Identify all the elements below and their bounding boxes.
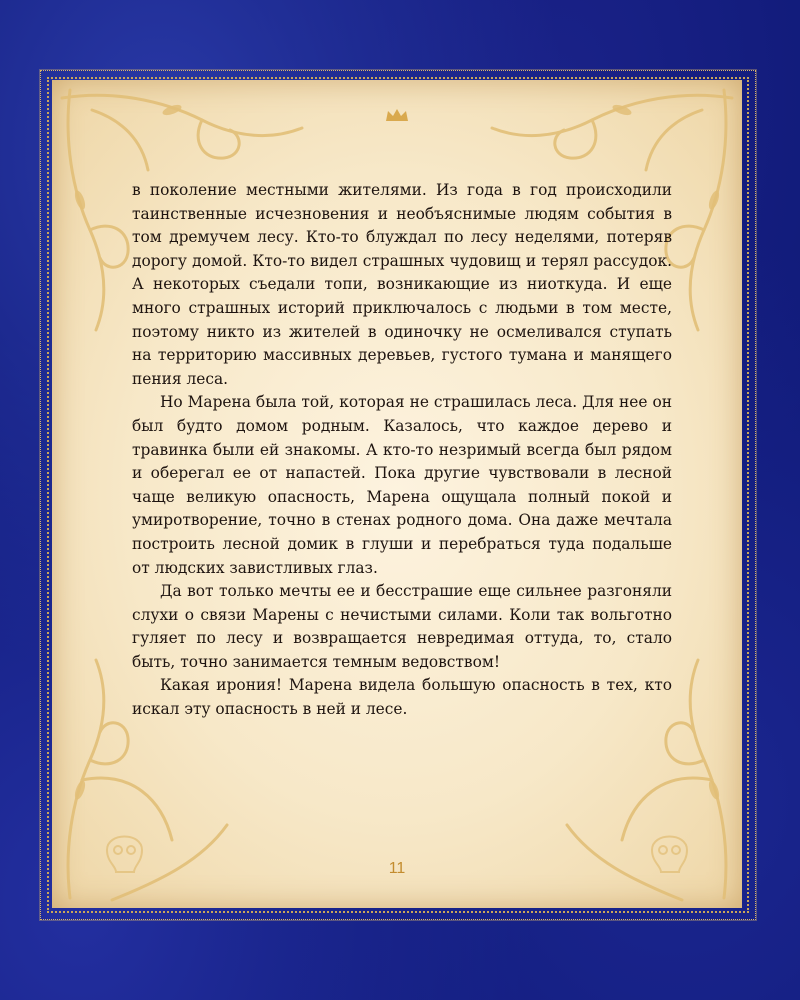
page-text	[132, 179, 672, 722]
paragraph: Но Марена была той, которая не страшилась леса. Для нее он был будто домом родным. Казалось, что каждое дерево и травинка были ей знакомы. А кто-то незримый всегда был рядом и оберегал ее от напастей. Пока другие чувствовали в лесной чаще великую опасность, Марена ощущала полный покой и умиротворение, точно в стенах родного дома. Она даже мечтала построить лесной домик в глуши и перебраться туда подальше от людских завистливых глаз.	[132, 393, 672, 577]
paragraph: Какая ирония! Марена видела большую опасность в тех, кто искал эту опасность в ней и лесе.	[132, 676, 672, 719]
book-page	[52, 80, 742, 908]
paragraph: в поколение местными жителями. Из года в год происходили таинственные исчезновения и необъяснимые людям события в том дремучем лесу. Кто-то блуждал по лесу неделями, потеряв дорогу домой. Кто-то видел страшных чудовищ и терял рассудок. А некоторых съедали топи, возникающие из ниоткуда. И еще много страшных историй приключалось с людьми в том месте, поэтому никто из жителей в одиночку не осмеливался ступать на территорию массивных деревьев, густого тумана и манящего пения леса.	[132, 181, 672, 388]
paragraph: Да вот только мечты ее и бесстрашие еще сильнее разгоняли слухи о связи Марены с нечистыми силами. Коли так вольготно гуляет по лесу и возвращается невредимая оттуда, то, стало быть, точно занимается темным ведовством!	[132, 582, 672, 671]
page-number: 11	[388, 860, 406, 877]
crown-icon	[385, 108, 409, 122]
